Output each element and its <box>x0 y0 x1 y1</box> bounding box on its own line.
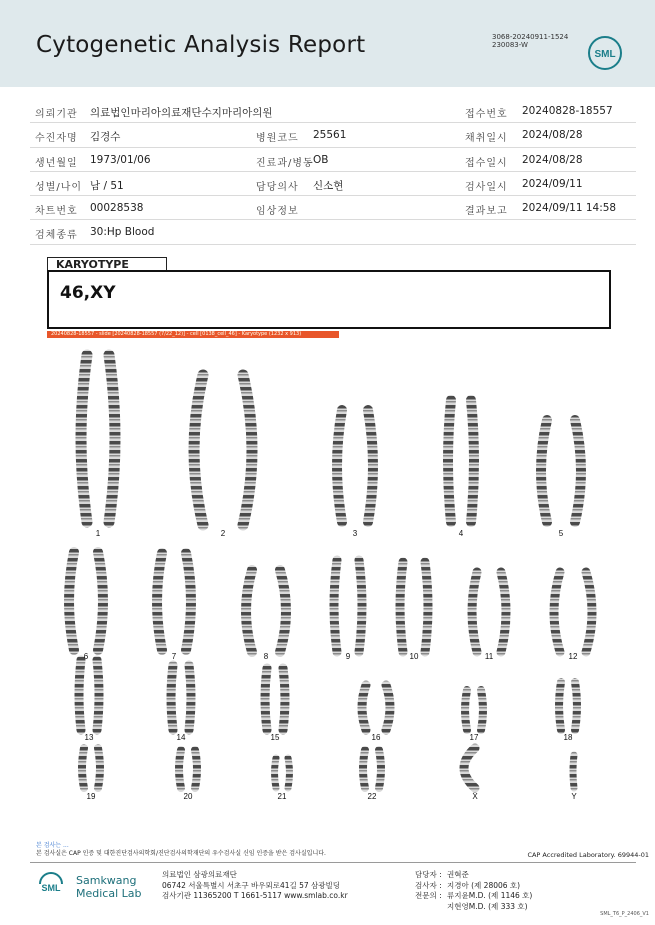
chromosome-label-1: 1 <box>95 529 101 538</box>
chromosome-label-9: 9 <box>345 652 351 661</box>
karyogram-image <box>0 345 655 805</box>
chromosome-18-1 <box>559 682 561 730</box>
tech-value: 지경아 (제 28006 호) <box>447 880 521 890</box>
accession-value: 20240828-18557 <box>522 105 613 117</box>
chromosome-label-15: 15 <box>270 733 280 742</box>
info-row <box>30 172 636 196</box>
chromosome-label-2: 2 <box>220 529 226 538</box>
address-line-2: 06742 서울특별시 서초구 바우뫼로41길 57 삼광빌딩 <box>162 880 341 890</box>
chromosome-5-1 <box>541 420 547 522</box>
hospital-code-label: 병원코드 <box>256 133 299 145</box>
chromosome-5-2 <box>575 420 581 522</box>
chromosome-17-1 <box>465 690 467 730</box>
chromosome-21-1 <box>275 758 277 788</box>
reported-label: 결과보고 <box>465 206 508 218</box>
chromosome-label-5: 5 <box>558 529 564 538</box>
specimen-value: 30:Hp Blood <box>90 226 155 239</box>
tested-label: 검사일시 <box>465 181 508 193</box>
chromosome-label-8: 8 <box>263 652 269 661</box>
collection-value: 2024/08/28 <box>522 129 583 142</box>
chromosome-6-2 <box>98 552 103 650</box>
chromosome-11-1 <box>472 572 477 652</box>
chromosome-9-2 <box>359 560 362 652</box>
info-row <box>30 148 636 172</box>
chromosome-17-2 <box>481 690 483 730</box>
patient-label: 수진자명 <box>35 133 78 145</box>
brand-line-1: Samkwang <box>76 874 137 887</box>
chromosome-14-1 <box>171 665 173 730</box>
chromosome-4-2 <box>471 400 474 522</box>
received-label: 접수일시 <box>465 157 508 169</box>
chromosome-11-2 <box>501 572 506 652</box>
chromosome-19-1 <box>82 748 84 788</box>
chromosome-1-2 <box>109 355 115 522</box>
chromosome-label-21: 21 <box>277 792 287 801</box>
chromosome-16-1 <box>362 685 366 730</box>
chromosome-label-17: 17 <box>469 733 479 742</box>
patient-info-table <box>30 99 636 245</box>
doctor-label: 전문의 : <box>415 891 442 900</box>
document-id <box>492 33 568 49</box>
chromosome-4-1 <box>448 400 451 522</box>
chromosome-label-12: 12 <box>568 652 578 661</box>
chromosome-20-2 <box>195 750 197 788</box>
chromosome-1-1 <box>81 355 87 522</box>
chromosome-label-19: 19 <box>86 792 96 801</box>
chromosome-3-2 <box>368 410 373 522</box>
samkwang-logo-icon <box>36 869 66 899</box>
chromosome-label-X: X <box>472 792 478 801</box>
address-line-1: 의료법인 삼광의료재단 <box>162 870 237 879</box>
sex-age-value: 남 / 51 <box>90 179 124 192</box>
tested-value: 2024/09/11 <box>522 177 583 190</box>
chromosome-10-2 <box>425 562 428 652</box>
sml-logo-text: SML <box>594 49 616 60</box>
chromosome-label-18: 18 <box>563 733 573 742</box>
collection-label: 채취일시 <box>465 133 508 145</box>
reported-value: 2024/09/11 14:58 <box>522 202 617 215</box>
staff-value: 권혁준 <box>447 870 469 879</box>
chart-label: 차트번호 <box>35 206 78 218</box>
clinical-label: 임상정보 <box>256 206 299 218</box>
signatures <box>415 870 532 912</box>
chromosome-pairs <box>69 355 592 788</box>
staff-label: 담당자 : <box>415 870 442 879</box>
cap-accreditation: CAP Accredited Laboratory. 69944-01 <box>527 851 649 859</box>
chromosome-6-1 <box>69 552 74 650</box>
chromosome-2-2 <box>243 375 252 525</box>
chromosome-label-Y: Y <box>571 792 577 801</box>
physician-label: 담당의사 <box>256 181 299 193</box>
chromosome-label-3: 3 <box>352 529 358 538</box>
chromosome-19-2 <box>98 748 100 788</box>
received-value: 2024/08/28 <box>522 153 583 166</box>
chromosome-label-4: 4 <box>458 529 464 538</box>
chromosome-12-1 <box>554 572 560 652</box>
chromosome-16-2 <box>386 685 390 730</box>
tech-label: 검사자 : <box>415 880 442 890</box>
chromosome-20-1 <box>179 750 181 788</box>
notice-line-1: 본 검사는 ... <box>36 842 69 849</box>
chromosome-label-22: 22 <box>367 792 377 801</box>
chart-value: 00028538 <box>90 202 144 215</box>
patient-value: 김경수 <box>90 131 121 144</box>
chromosome-label-6: 6 <box>83 652 89 661</box>
chromosome-22-1 <box>363 750 365 788</box>
department-label: 진료과/병동 <box>256 157 314 169</box>
chromosome-9-1 <box>334 560 337 652</box>
chromosome-8-1 <box>246 570 252 652</box>
department-value: OB <box>313 153 329 166</box>
karyotype-result-box <box>47 270 611 329</box>
chromosome-15-1 <box>265 668 267 730</box>
report-title: Cytogenetic Analysis Report <box>36 32 366 58</box>
chromosome-label-11: 11 <box>484 652 494 661</box>
dob-label: 생년월일 <box>35 157 78 169</box>
chromosome-label-7: 7 <box>171 652 177 661</box>
karyotype-tab: KARYOTYPE <box>47 257 167 270</box>
info-row <box>30 99 636 123</box>
chromosome-X-1 <box>464 748 475 788</box>
accession-label: 접수번호 <box>465 109 508 120</box>
chromosome-label-20: 20 <box>183 792 193 801</box>
brand-name <box>76 874 142 900</box>
report-header <box>0 0 655 87</box>
chromosome-Y-1 <box>573 755 574 788</box>
document-id-line-1: 3068-20240911-1524 <box>492 33 569 41</box>
sex-age-label: 성별/나이 <box>35 181 83 193</box>
chromosome-18-2 <box>575 682 577 730</box>
doctor-2-value: 지현영M.D. (제 333 호) <box>447 901 528 911</box>
notice-line-2: 본 검사실은 CAP 인증 및 대한진단검사의학회/진단검사의학재단의 우수검사실 신임 인증을 받은 검사실입니다. <box>36 850 326 857</box>
footer-notice <box>36 842 326 858</box>
chromosome-label-14: 14 <box>176 733 186 742</box>
karyotype-image-caption: 20240828-18557 - slide [20240828-18557 (7/22_12)] - cell [0138_cell_46] - Karyotype (1232 x 913) <box>47 331 339 338</box>
chromosome-21-2 <box>288 758 290 788</box>
chromosome-14-2 <box>189 665 191 730</box>
institution-value: 의료법인마리아의료재단수지마리아의원 <box>90 107 273 119</box>
karyotype-result: 46,XY <box>60 283 116 303</box>
info-row <box>30 220 636 244</box>
lab-address <box>162 870 348 902</box>
chromosome-13-1 <box>79 660 81 730</box>
chromosome-3-1 <box>337 410 342 522</box>
info-row <box>30 196 636 220</box>
chromosome-13-2 <box>97 660 99 730</box>
chromosome-10-1 <box>400 562 403 652</box>
chromosome-15-2 <box>283 668 285 730</box>
chromosome-label-13: 13 <box>84 733 94 742</box>
specimen-label: 검체종류 <box>35 230 78 242</box>
address-line-3: 검사기관 11365200 T 1661-5117 www.smlab.co.kr <box>162 891 348 900</box>
chromosome-8-2 <box>280 570 286 652</box>
chromosome-12-2 <box>586 572 592 652</box>
sml-logo-icon <box>587 35 623 71</box>
dob-value: 1973/01/06 <box>90 153 151 166</box>
chromosome-label-10: 10 <box>409 652 419 661</box>
chromosome-22-2 <box>379 750 381 788</box>
chromosome-2-1 <box>194 375 203 525</box>
chromosome-label-16: 16 <box>371 733 381 742</box>
doctor-1-value: 류지윤M.D. (제 1146 호) <box>447 891 533 900</box>
document-id-line-2: 230083-W <box>492 41 528 49</box>
hospital-code-value: 25561 <box>313 129 347 142</box>
institution-label: 의뢰기관 <box>35 109 78 120</box>
form-id: SML_T6_P_2406_V1 <box>600 911 649 917</box>
chromosome-7-2 <box>186 553 191 650</box>
brand-line-2: Medical Lab <box>76 887 142 900</box>
physician-value: 신소현 <box>313 179 344 192</box>
info-row <box>30 123 636 147</box>
samkwang-logo-text: SML <box>41 883 61 893</box>
chromosome-7-1 <box>157 553 162 650</box>
footer-divider <box>30 862 636 863</box>
